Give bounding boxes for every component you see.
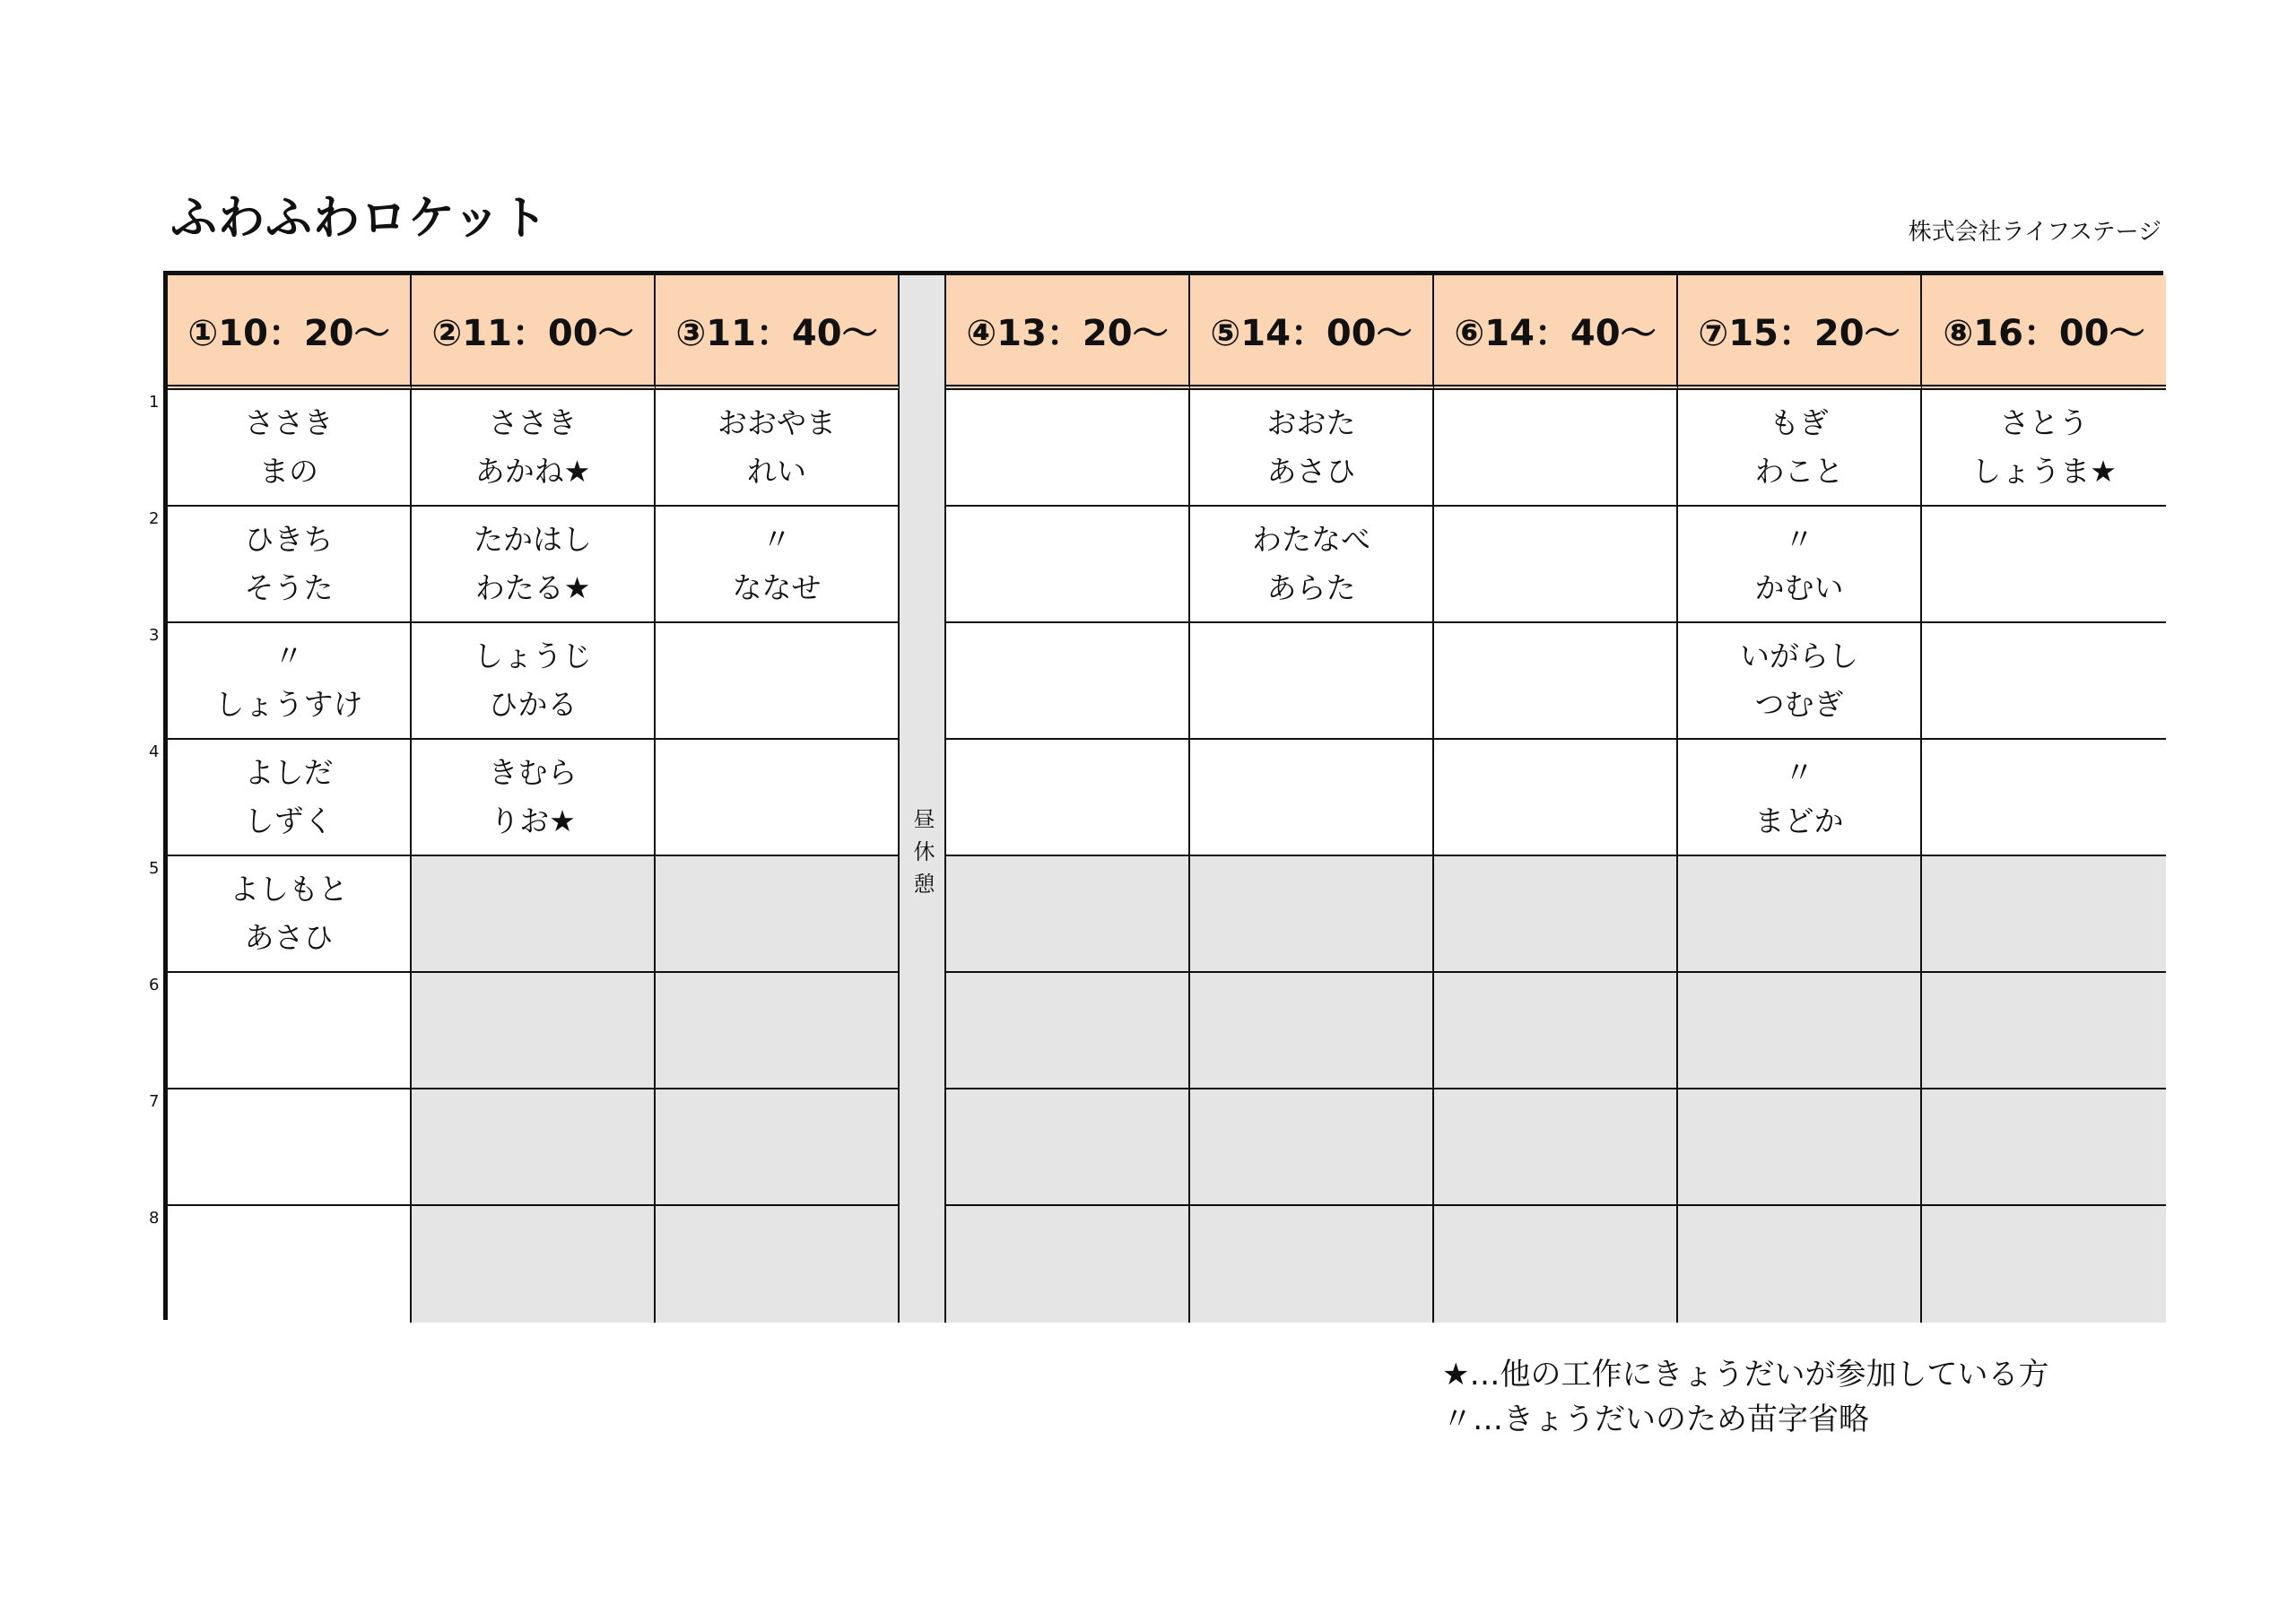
participant-surname: しょうじ bbox=[474, 638, 592, 673]
participant-surname: ささき bbox=[244, 405, 334, 440]
schedule-cell bbox=[1190, 1089, 1434, 1206]
participant-given-name: かむい bbox=[1754, 570, 1844, 605]
participant-surname: きむら bbox=[488, 755, 578, 790]
participant-surname: おおた bbox=[1266, 405, 1356, 440]
schedule-cell bbox=[1190, 390, 1434, 507]
participant-given-name: わたる★ bbox=[474, 570, 591, 605]
schedule-cell bbox=[168, 740, 412, 856]
schedule-table bbox=[163, 271, 2163, 1320]
schedule-cell bbox=[1434, 507, 1678, 623]
schedule-cell bbox=[656, 1206, 900, 1323]
schedule-cell bbox=[412, 973, 656, 1089]
lunch-break-label: 昼休憩 bbox=[909, 808, 935, 905]
schedule-cell bbox=[1678, 973, 1922, 1089]
schedule-cell bbox=[412, 623, 656, 740]
row-number: 8 bbox=[149, 1209, 160, 1228]
schedule-cell bbox=[1678, 1089, 1922, 1206]
time-slot-header: ④13：20～ bbox=[946, 275, 1190, 390]
schedule-cell bbox=[1434, 1206, 1678, 1323]
schedule-cell bbox=[1922, 390, 2166, 507]
schedule-cell bbox=[1922, 1206, 2166, 1323]
participant-surname: ひきち bbox=[244, 522, 334, 557]
time-slot-header: ②11：00～ bbox=[412, 275, 656, 390]
schedule-cell bbox=[656, 1089, 900, 1206]
schedule-cell bbox=[946, 740, 1190, 856]
schedule-cell bbox=[1922, 973, 2166, 1089]
participant-given-name: ひかる bbox=[488, 687, 578, 722]
schedule-cell bbox=[1434, 390, 1678, 507]
schedule-cell bbox=[1190, 1206, 1434, 1323]
participant-given-name: あさひ bbox=[1266, 454, 1356, 489]
participant-given-name: わこと bbox=[1754, 454, 1844, 489]
participant-surname: よしだ bbox=[244, 755, 334, 790]
schedule-cell bbox=[656, 623, 900, 740]
schedule-cell bbox=[656, 973, 900, 1089]
participant-surname: 〃 bbox=[1784, 755, 1814, 790]
participant-given-name: つむぎ bbox=[1754, 687, 1844, 722]
participant-surname: ささき bbox=[488, 405, 578, 440]
legend-note-star: ★…他の工作にきょうだいが参加している方 bbox=[1442, 1357, 2049, 1393]
participant-surname: 〃 bbox=[274, 638, 304, 673]
schedule-cell bbox=[168, 507, 412, 623]
participant-given-name: しずく bbox=[244, 803, 334, 838]
participant-given-name: まの bbox=[259, 454, 318, 489]
schedule-cell bbox=[1922, 623, 2166, 740]
participant-given-name: りお★ bbox=[490, 803, 576, 838]
schedule-cell bbox=[1190, 856, 1434, 973]
schedule-cell bbox=[1678, 623, 1922, 740]
schedule-cell bbox=[1190, 973, 1434, 1089]
company-name: 株式会社ライフステージ bbox=[1908, 219, 2161, 246]
participant-given-name: あかね★ bbox=[474, 454, 591, 489]
schedule-cell bbox=[1922, 507, 2166, 623]
schedule-cell bbox=[946, 973, 1190, 1089]
schedule-cell bbox=[168, 1089, 412, 1206]
schedule-cell bbox=[1678, 507, 1922, 623]
schedule-cell bbox=[1434, 740, 1678, 856]
schedule-cell bbox=[168, 390, 412, 507]
row-number: 2 bbox=[149, 509, 160, 528]
schedule-cell bbox=[168, 856, 412, 973]
page-title: ふわふわロケット bbox=[170, 192, 549, 246]
participant-surname: もぎ bbox=[1770, 405, 1829, 440]
schedule-cell bbox=[412, 507, 656, 623]
time-slot-header: ⑧16：00～ bbox=[1922, 275, 2166, 390]
schedule-cell bbox=[1434, 856, 1678, 973]
participant-surname: 〃 bbox=[1784, 522, 1814, 557]
schedule-cell bbox=[1922, 740, 2166, 856]
schedule-cell bbox=[656, 507, 900, 623]
time-slot-header: ③11：40～ bbox=[656, 275, 900, 390]
legend-note-ditto: 〃…きょうだいのため苗字省略 bbox=[1442, 1402, 1869, 1437]
participant-given-name: そうた bbox=[244, 570, 334, 605]
schedule-cell bbox=[946, 507, 1190, 623]
participant-given-name: あらた bbox=[1266, 570, 1356, 605]
schedule-cell bbox=[946, 390, 1190, 507]
schedule-cell bbox=[1190, 623, 1434, 740]
schedule-cell bbox=[1434, 623, 1678, 740]
participant-surname: わたなべ bbox=[1252, 522, 1370, 557]
schedule-cell bbox=[168, 1206, 412, 1323]
schedule-cell bbox=[1678, 390, 1922, 507]
row-number: 7 bbox=[149, 1092, 160, 1111]
participant-surname: 〃 bbox=[761, 522, 792, 557]
participant-given-name: しょうま★ bbox=[1971, 454, 2117, 489]
participant-surname: よしもと bbox=[230, 872, 348, 907]
time-slot-header: ⑤14：00～ bbox=[1190, 275, 1434, 390]
schedule-cell bbox=[1190, 507, 1434, 623]
time-slot-header: ①10：20～ bbox=[168, 275, 412, 390]
schedule-cell bbox=[1434, 1089, 1678, 1206]
schedule-cell bbox=[946, 1089, 1190, 1206]
participant-given-name: しょうすけ bbox=[214, 687, 363, 722]
row-number: 4 bbox=[149, 742, 160, 761]
schedule-cell bbox=[412, 740, 656, 856]
row-number: 1 bbox=[149, 393, 160, 412]
schedule-cell bbox=[412, 856, 656, 973]
schedule-cell bbox=[412, 1089, 656, 1206]
row-number: 5 bbox=[149, 859, 160, 878]
schedule-cell bbox=[1678, 856, 1922, 973]
schedule-cell bbox=[1678, 1206, 1922, 1323]
break-header bbox=[900, 275, 946, 390]
schedule-cell bbox=[946, 623, 1190, 740]
row-number: 3 bbox=[149, 626, 160, 645]
participant-surname: さとう bbox=[1999, 405, 2089, 440]
participant-surname: おおやま bbox=[718, 405, 836, 440]
participant-given-name: れい bbox=[747, 454, 806, 489]
schedule-cell bbox=[412, 390, 656, 507]
participant-surname: いがらし bbox=[1740, 638, 1858, 673]
schedule-cell bbox=[656, 740, 900, 856]
participant-given-name: まどか bbox=[1754, 803, 1844, 838]
schedule-cell bbox=[1678, 740, 1922, 856]
schedule-cell bbox=[168, 973, 412, 1089]
row-number: 6 bbox=[149, 976, 160, 994]
legend-notes bbox=[1442, 1352, 2048, 1442]
participant-given-name: ななせ bbox=[732, 570, 822, 605]
schedule-cell bbox=[1434, 973, 1678, 1089]
schedule-cell bbox=[656, 856, 900, 973]
participant-surname: たかはし bbox=[474, 522, 592, 557]
schedule-cell bbox=[412, 1206, 656, 1323]
schedule-cell bbox=[1922, 856, 2166, 973]
participant-given-name: あさひ bbox=[244, 920, 334, 955]
schedule-cell bbox=[946, 856, 1190, 973]
schedule-cell bbox=[168, 623, 412, 740]
schedule-cell bbox=[1190, 740, 1434, 856]
time-slot-header: ⑥14：40～ bbox=[1434, 275, 1678, 390]
schedule-cell bbox=[946, 1206, 1190, 1323]
lunch-break-column bbox=[900, 390, 946, 1323]
time-slot-header: ⑦15：20～ bbox=[1678, 275, 1922, 390]
schedule-cell bbox=[656, 390, 900, 507]
schedule-cell bbox=[1922, 1089, 2166, 1206]
